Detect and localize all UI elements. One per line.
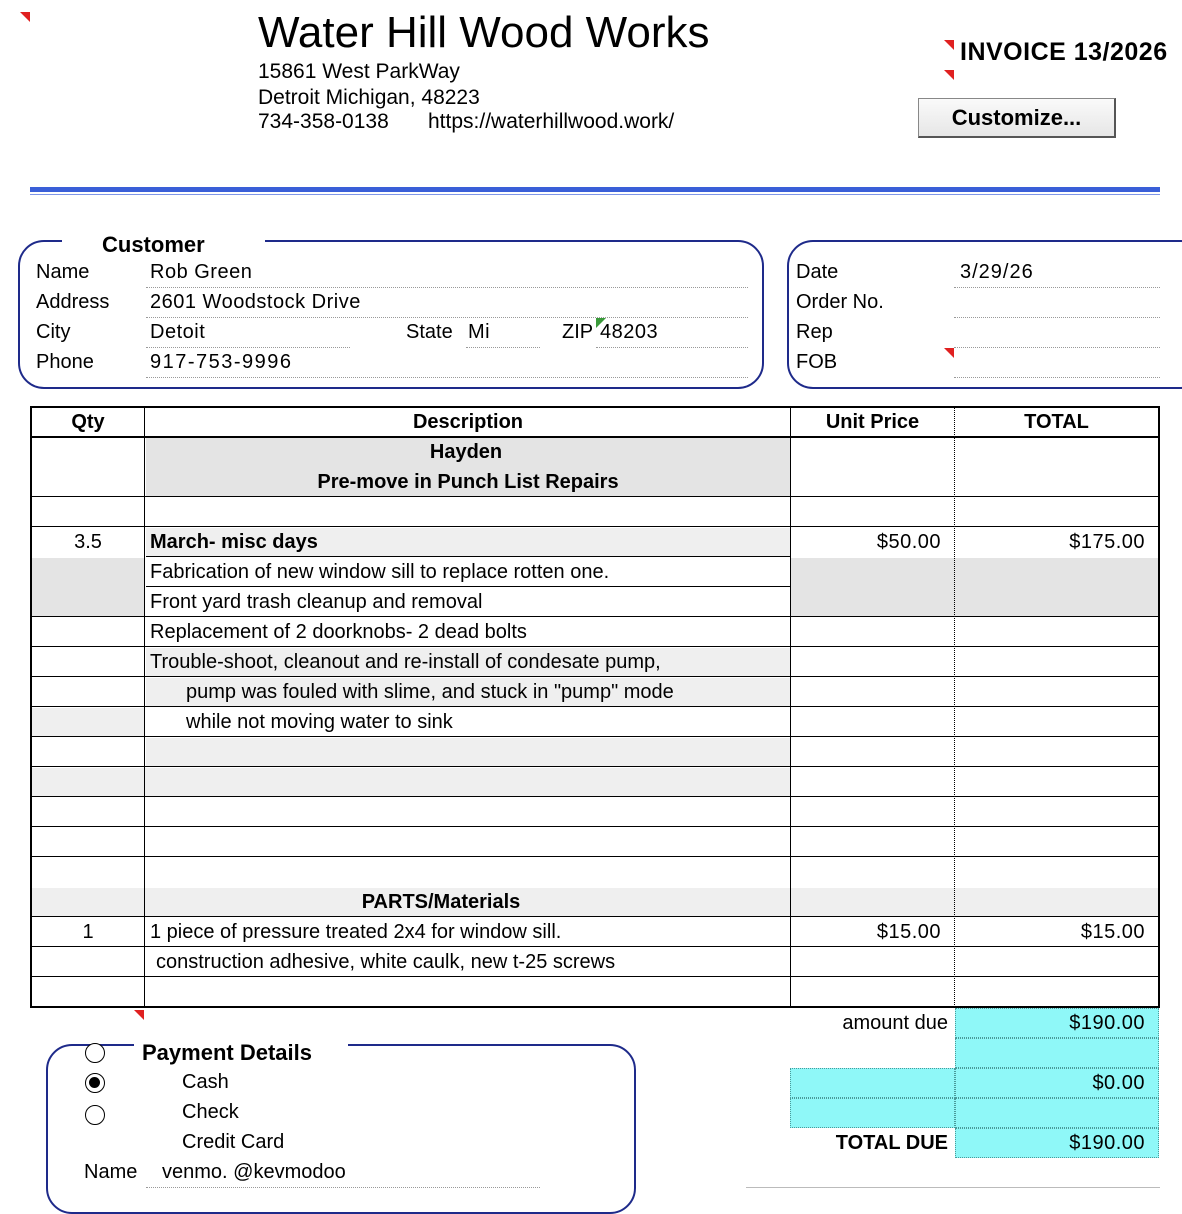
cell-shade [146, 738, 790, 767]
customer-zip-field[interactable]: 48203 [600, 321, 659, 343]
payment-name-label: Name [84, 1161, 138, 1183]
totals-row-2-cell[interactable] [955, 1038, 1159, 1068]
underline [746, 1187, 1160, 1188]
table-row-unit-price[interactable]: $15.00 [876, 921, 941, 943]
payment-option-cash[interactable]: Cash [182, 1071, 229, 1093]
customer-state-label: State [406, 321, 453, 343]
underline [146, 1187, 540, 1188]
row-divider [32, 796, 1158, 797]
cell-shade [32, 768, 790, 797]
underline [954, 317, 1160, 318]
total-due-label: TOTAL DUE [835, 1132, 948, 1154]
customer-name-label: Name [36, 261, 90, 283]
comment-marker [134, 1010, 144, 1020]
row-divider [32, 856, 1158, 857]
table-row-total[interactable]: $15.00 [1080, 921, 1145, 943]
cell-shade [791, 558, 1158, 617]
underline [954, 347, 1160, 348]
col-header-description: Description [412, 411, 524, 433]
table-row-desc[interactable]: while not moving water to sink [186, 711, 453, 733]
underline [146, 377, 748, 378]
payment-option-check[interactable]: Check [182, 1101, 239, 1123]
customer-zip-label: ZIP [562, 321, 594, 343]
header-divider-thin [30, 194, 1160, 195]
payment-radio-cash[interactable] [85, 1073, 105, 1093]
table-row-desc[interactable]: Pre-move in Punch List Repairs [317, 471, 619, 493]
customer-panel [18, 240, 764, 389]
payment-title: Payment Details [134, 1040, 348, 1066]
comment-marker [944, 40, 954, 50]
table-row-desc[interactable]: Trouble-shoot, cleanout and re-install of condesate pump, [150, 651, 661, 673]
payment-radio-extra[interactable] [85, 1043, 105, 1063]
table-row-unit-price[interactable]: $50.00 [876, 531, 941, 553]
cell-shade [32, 708, 145, 737]
underline [146, 317, 748, 318]
invoice-title: INVOICE 13/2026 [960, 38, 1168, 66]
customer-name-field[interactable]: Rob Green [150, 261, 253, 283]
company-address-line1: 15861 West ParkWay [258, 60, 460, 83]
table-row-desc[interactable]: Fabrication of new window sill to replace rotten one. [150, 561, 610, 583]
table-row-desc[interactable]: Front yard trash cleanup and removal [150, 591, 483, 613]
totals-row-4-cell[interactable] [955, 1098, 1159, 1128]
customer-title: Customer [62, 232, 265, 258]
table-row-desc[interactable]: 1 piece of pressure treated 2x4 for window sill. [150, 921, 562, 943]
col-header-unit-price: Unit Price [825, 411, 920, 433]
table-row-qty[interactable]: 3.5 [74, 531, 102, 553]
order-no-label: Order No. [796, 291, 884, 313]
table-row-desc[interactable]: construction adhesive, white caulk, new t-25 screws [156, 951, 616, 973]
rep-label: Rep [796, 321, 833, 343]
header-divider [30, 187, 1160, 192]
comment-marker [944, 348, 954, 358]
payment-option-credit-card[interactable]: Credit Card [182, 1131, 285, 1153]
underline [954, 377, 1160, 378]
table-row-total[interactable]: $175.00 [1069, 531, 1145, 553]
date-label: Date [796, 261, 839, 283]
underline [596, 347, 748, 348]
customer-address-label: Address [36, 291, 110, 313]
underline [954, 287, 1160, 288]
table-row-desc[interactable]: March- misc days [150, 531, 318, 553]
amount-due-label: amount due [842, 1012, 948, 1034]
col-header-total: TOTAL [1024, 411, 1089, 433]
column-divider [144, 407, 145, 1007]
total-due-value: $190.00 [1069, 1132, 1145, 1154]
underline [146, 347, 350, 348]
cell-shade [32, 558, 145, 617]
customize-button[interactable]: Customize... [918, 98, 1116, 138]
table-row-desc[interactable]: Replacement of 2 doorknobs- 2 dead bolts [150, 621, 527, 643]
customer-phone-label: Phone [36, 351, 94, 373]
customer-address-field[interactable]: 2601 Woodstock Drive [150, 291, 361, 313]
table-row-qty[interactable]: 1 [82, 921, 94, 943]
company-website[interactable]: https://waterhillwood.work/ [428, 110, 675, 133]
date-field[interactable]: 3/29/26 [960, 261, 1034, 283]
payment-radio-check[interactable] [85, 1105, 105, 1125]
col-header-qty: Qty [71, 411, 105, 433]
customer-phone-field[interactable]: 917-753-9996 [150, 351, 293, 373]
parts-materials-heading: PARTS/Materials [361, 891, 521, 913]
customer-city-field[interactable]: Detoit [150, 321, 206, 343]
totals-row-3-value: $0.00 [1092, 1072, 1145, 1094]
totals-row-4-label-cell[interactable] [790, 1098, 955, 1128]
underline [146, 287, 748, 288]
comment-marker [20, 12, 30, 22]
customer-city-label: City [36, 321, 71, 343]
table-row-desc[interactable]: pump was fouled with slime, and stuck in "pump" mode [186, 681, 674, 703]
payment-panel [46, 1044, 636, 1214]
totals-row-3-label-cell[interactable] [790, 1068, 955, 1098]
row-divider [32, 826, 1158, 827]
company-name: Water Hill Wood Works [258, 8, 710, 57]
table-row-desc[interactable]: Hayden [429, 441, 503, 463]
row-divider [32, 766, 1158, 767]
underline [466, 347, 540, 348]
fob-label: FOB [796, 351, 838, 373]
company-phone: 734-358-0138 [258, 110, 389, 133]
comment-marker [944, 70, 954, 80]
company-address-line2: Detroit Michigan, 48223 [258, 86, 480, 109]
payment-name-field[interactable]: venmo. @kevmodoo [162, 1161, 346, 1183]
customer-state-field[interactable]: Mi [468, 321, 491, 343]
amount-due-value: $190.00 [1069, 1012, 1145, 1034]
